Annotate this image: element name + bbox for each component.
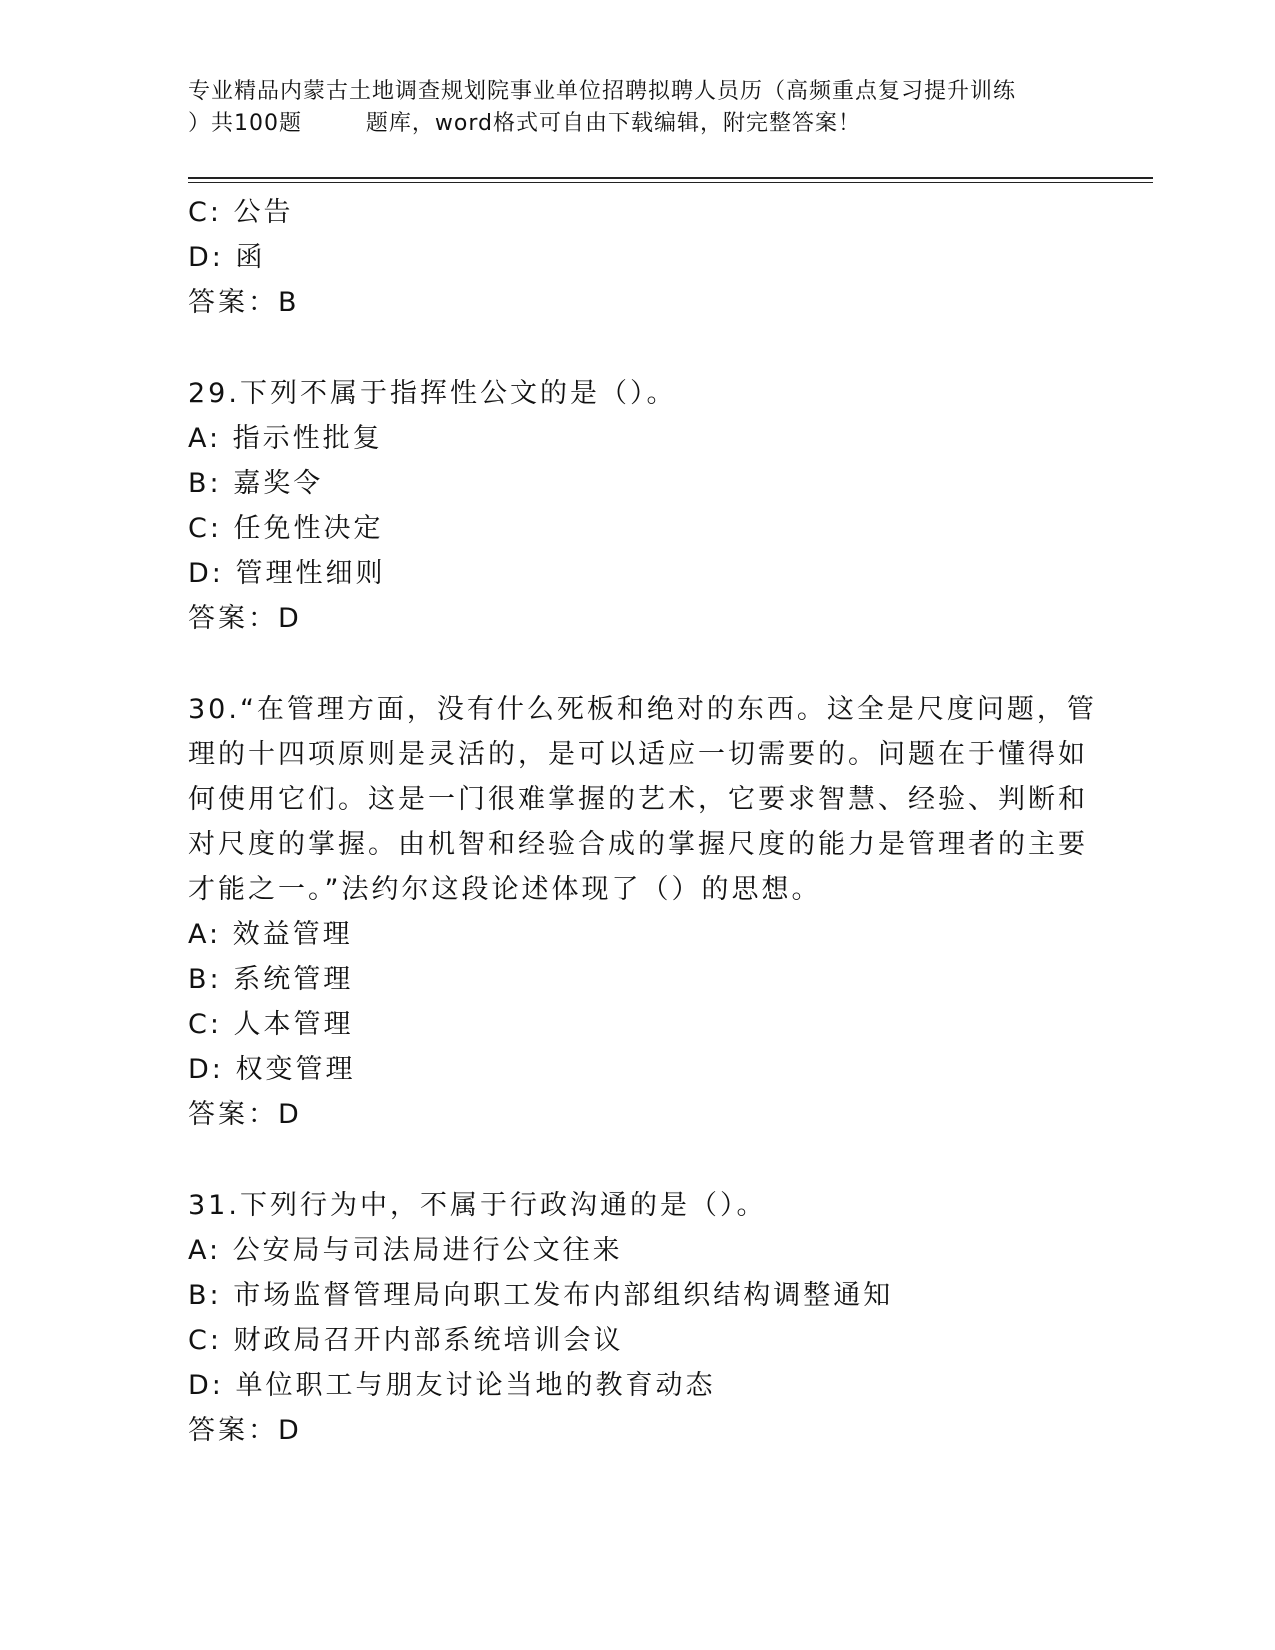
option-d: D: 函 bbox=[188, 242, 266, 273]
question-stem-line-3: 何使用它们。这是一门很难掌握的艺术，它要求智慧、经验、判断和 bbox=[188, 784, 1088, 815]
option-a: A: 指示性批复 bbox=[188, 423, 383, 454]
question-stem-line-1: 30.“在管理方面，没有什么死板和绝对的东西。这全是尺度问题，管 bbox=[188, 694, 1097, 725]
header-rule-thick bbox=[188, 177, 1153, 179]
question-31 bbox=[188, 1183, 1088, 1453]
option-c: C: 公告 bbox=[188, 197, 294, 228]
question-stem: 31.下列行为中，不属于行政沟通的是（）。 bbox=[188, 1190, 767, 1221]
question-stem-line-2: 理的十四项原则是灵活的，是可以适应一切需要的。问题在于懂得如 bbox=[188, 739, 1088, 770]
option-d: D: 权变管理 bbox=[188, 1054, 356, 1085]
option-b: B: 嘉奖令 bbox=[188, 468, 324, 499]
option-b: B: 系统管理 bbox=[188, 964, 354, 995]
question-30 bbox=[188, 687, 1097, 1137]
question-stem: 29.下列不属于指挥性公文的是（）。 bbox=[188, 378, 677, 409]
question-28-tail bbox=[188, 190, 1088, 325]
answer: 答案：D bbox=[188, 1415, 302, 1446]
question-stem-line-4: 对尺度的掌握。由机智和经验合成的掌握尺度的能力是管理者的主要 bbox=[188, 829, 1088, 860]
answer: 答案：D bbox=[188, 603, 302, 634]
question-list bbox=[188, 190, 1097, 1453]
answer: 答案：D bbox=[188, 1099, 302, 1130]
option-a: A: 公安局与司法局进行公文往来 bbox=[188, 1235, 623, 1266]
header-line-2: ）共100题 题库，word格式可自由下载编辑，附完整答案！ bbox=[188, 111, 862, 136]
option-a: A: 效益管理 bbox=[188, 919, 353, 950]
answer: 答案：B bbox=[188, 287, 300, 318]
question-stem-line-5: 才能之一。”法约尔这段论述体现了（）的思想。 bbox=[188, 874, 822, 905]
option-c: C: 人本管理 bbox=[188, 1009, 354, 1040]
option-c: C: 财政局召开内部系统培训会议 bbox=[188, 1325, 624, 1356]
option-b: B: 市场监督管理局向职工发布内部组织结构调整通知 bbox=[188, 1280, 894, 1311]
option-c: C: 任免性决定 bbox=[188, 513, 384, 544]
header-rule-thin bbox=[188, 182, 1153, 183]
option-d: D: 管理性细则 bbox=[188, 558, 386, 589]
option-d: D: 单位职工与朋友讨论当地的教育动态 bbox=[188, 1370, 716, 1401]
document-header bbox=[188, 76, 1088, 140]
header-line-1: 专业精品内蒙古土地调查规划院事业单位招聘拟聘人员历（高频重点复习提升训练 bbox=[188, 79, 1017, 104]
question-29 bbox=[188, 371, 1088, 641]
